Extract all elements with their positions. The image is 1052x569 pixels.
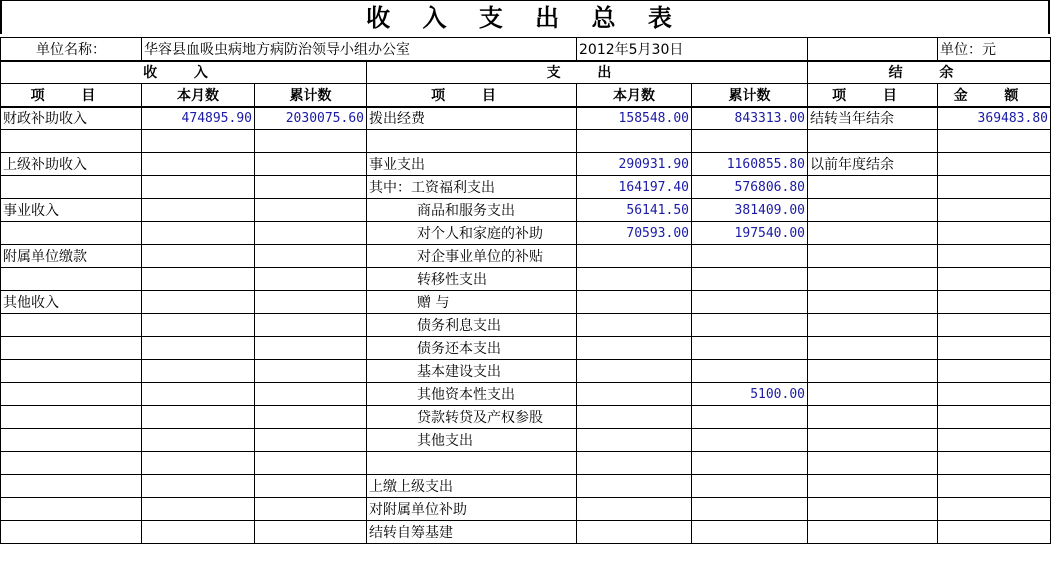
balance-amount-cell[interactable]: 369483.80 [938, 107, 1051, 130]
expense-item-cell[interactable]: 债务还本支出 [367, 337, 577, 360]
unit-label[interactable]: 单位名称： [1, 38, 142, 61]
expense-item-cell[interactable]: 事业支出 [367, 153, 577, 176]
expense-month-cell[interactable] [577, 475, 692, 498]
income-item-cell[interactable]: 事业收入 [1, 199, 142, 222]
income-total-cell[interactable] [255, 383, 367, 406]
section-income[interactable]: 收 入 [1, 61, 367, 84]
balance-amount-cell[interactable] [938, 452, 1051, 475]
income-total-cell[interactable]: 2030075.60 [255, 107, 367, 130]
expense-month-cell[interactable] [577, 429, 692, 452]
balance-item-cell[interactable] [808, 199, 938, 222]
table-row [1, 314, 1051, 337]
income-month-cell[interactable] [142, 429, 255, 452]
income-month-cell[interactable] [142, 475, 255, 498]
balance-item-cell[interactable] [808, 360, 938, 383]
expense-item-cell[interactable]: 对附属单位补助 [367, 498, 577, 521]
expense-item-cell[interactable]: 债务利息支出 [367, 314, 577, 337]
balance-item-cell[interactable] [808, 452, 938, 475]
expense-total-cell[interactable]: 5100.00 [692, 383, 808, 406]
balance-amount-cell[interactable] [938, 383, 1051, 406]
header-balance-amount[interactable]: 金 额 [938, 84, 1051, 107]
income-month-cell[interactable] [142, 222, 255, 245]
table-row [1, 199, 1051, 222]
header-income-total[interactable]: 累计数 [255, 84, 367, 107]
expense-item-cell[interactable]: 转移性支出 [367, 268, 577, 291]
expense-total-cell[interactable]: 576806.80 [692, 176, 808, 199]
income-total-cell[interactable] [255, 176, 367, 199]
header-balance-item[interactable]: 项 目 [808, 84, 938, 107]
income-month-cell[interactable] [142, 406, 255, 429]
expense-total-cell[interactable] [692, 452, 808, 475]
income-item-cell[interactable] [1, 268, 142, 291]
income-total-cell[interactable] [255, 291, 367, 314]
expense-month-cell[interactable]: 56141.50 [577, 199, 692, 222]
expense-total-cell[interactable] [692, 337, 808, 360]
balance-amount-cell[interactable] [938, 176, 1051, 199]
expense-month-cell[interactable] [577, 521, 692, 544]
expense-month-cell[interactable]: 70593.00 [577, 222, 692, 245]
header-expense-month[interactable]: 本月数 [577, 84, 692, 107]
income-month-cell[interactable]: 474895.90 [142, 107, 255, 130]
income-total-cell[interactable] [255, 268, 367, 291]
expense-month-cell[interactable] [577, 245, 692, 268]
income-month-cell[interactable] [142, 383, 255, 406]
table-row [1, 498, 1051, 521]
income-item-cell[interactable] [1, 176, 142, 199]
income-month-cell[interactable] [142, 498, 255, 521]
table-row [1, 176, 1051, 199]
income-month-cell[interactable] [142, 199, 255, 222]
expense-month-cell[interactable] [577, 452, 692, 475]
income-item-cell[interactable]: 附属单位缴款 [1, 245, 142, 268]
expense-month-cell[interactable]: 158548.00 [577, 107, 692, 130]
balance-item-cell[interactable] [808, 245, 938, 268]
section-balance[interactable]: 结 余 [808, 61, 1051, 84]
balance-amount-cell[interactable] [938, 314, 1051, 337]
info-row [1, 38, 1051, 61]
expense-month-cell[interactable] [577, 337, 692, 360]
balance-amount-cell[interactable] [938, 429, 1051, 452]
income-total-cell[interactable] [255, 130, 367, 153]
balance-item-cell[interactable] [808, 475, 938, 498]
summary-table [0, 37, 1051, 544]
expense-total-cell[interactable]: 197540.00 [692, 222, 808, 245]
income-item-cell[interactable]: 其他收入 [1, 291, 142, 314]
balance-amount-cell[interactable] [938, 245, 1051, 268]
balance-item-cell[interactable]: 以前年度结余 [808, 153, 938, 176]
table-row [1, 429, 1051, 452]
section-row [1, 61, 1051, 84]
income-item-cell[interactable] [1, 429, 142, 452]
income-total-cell[interactable] [255, 475, 367, 498]
expense-total-cell[interactable]: 1160855.80 [692, 153, 808, 176]
balance-amount-cell[interactable] [938, 199, 1051, 222]
income-item-cell[interactable] [1, 521, 142, 544]
expense-total-cell[interactable] [692, 406, 808, 429]
expense-month-cell[interactable] [577, 268, 692, 291]
expense-total-cell[interactable] [692, 521, 808, 544]
balance-amount-cell[interactable] [938, 498, 1051, 521]
income-item-cell[interactable] [1, 475, 142, 498]
income-total-cell[interactable] [255, 406, 367, 429]
expense-month-cell[interactable] [577, 360, 692, 383]
expense-item-cell[interactable]: 贷款转贷及产权参股 [367, 406, 577, 429]
table-row [1, 521, 1051, 544]
header-income-item[interactable]: 项 目 [1, 84, 142, 107]
table-row [1, 153, 1051, 176]
income-item-cell[interactable] [1, 337, 142, 360]
balance-item-cell[interactable] [808, 521, 938, 544]
table-row [1, 130, 1051, 153]
expense-month-cell[interactable] [577, 383, 692, 406]
header-income-month[interactable]: 本月数 [142, 84, 255, 107]
income-month-cell[interactable] [142, 153, 255, 176]
balance-item-cell[interactable] [808, 176, 938, 199]
expense-month-cell[interactable] [577, 406, 692, 429]
unit-name[interactable]: 华容县血吸虫病地方病防治领导小组办公室 [142, 38, 577, 61]
income-total-cell[interactable] [255, 314, 367, 337]
expense-total-cell[interactable] [692, 130, 808, 153]
report-title: 收 入 支 出 总 表 [0, 0, 1050, 34]
expense-item-cell[interactable]: 对企事业单位的补贴 [367, 245, 577, 268]
income-total-cell[interactable] [255, 337, 367, 360]
header-row [1, 84, 1051, 107]
expense-total-cell[interactable] [692, 314, 808, 337]
header-expense-item[interactable]: 项 目 [367, 84, 577, 107]
balance-amount-cell[interactable] [938, 222, 1051, 245]
expense-total-cell[interactable] [692, 291, 808, 314]
report-date[interactable]: 2012年5月30日 [577, 38, 808, 61]
income-item-cell[interactable] [1, 360, 142, 383]
income-month-cell[interactable] [142, 337, 255, 360]
income-item-cell[interactable] [1, 406, 142, 429]
income-total-cell[interactable] [255, 452, 367, 475]
income-total-cell[interactable] [255, 222, 367, 245]
balance-amount-cell[interactable] [938, 130, 1051, 153]
balance-item-cell[interactable] [808, 291, 938, 314]
balance-amount-cell[interactable] [938, 521, 1051, 544]
income-total-cell[interactable] [255, 245, 367, 268]
balance-item-cell[interactable] [808, 268, 938, 291]
expense-item-cell[interactable]: 拨出经费 [367, 107, 577, 130]
expense-item-cell[interactable]: 其中：工资福利支出 [367, 176, 577, 199]
expense-item-cell[interactable]: 对个人和家庭的补助 [367, 222, 577, 245]
section-expense[interactable]: 支 出 [367, 61, 808, 84]
income-month-cell[interactable] [142, 360, 255, 383]
table-row [1, 337, 1051, 360]
income-total-cell[interactable] [255, 429, 367, 452]
table-row [1, 291, 1051, 314]
expense-item-cell[interactable]: 其他支出 [367, 429, 577, 452]
expense-month-cell[interactable]: 290931.90 [577, 153, 692, 176]
expense-month-cell[interactable]: 164197.40 [577, 176, 692, 199]
expense-total-cell[interactable]: 843313.00 [692, 107, 808, 130]
balance-item-cell[interactable] [808, 130, 938, 153]
expense-item-cell[interactable]: 上缴上级支出 [367, 475, 577, 498]
income-month-cell[interactable] [142, 452, 255, 475]
expense-month-cell[interactable] [577, 291, 692, 314]
expense-item-cell[interactable]: 基本建设支出 [367, 360, 577, 383]
balance-amount-cell[interactable] [938, 475, 1051, 498]
balance-amount-cell[interactable] [938, 360, 1051, 383]
table-row [1, 406, 1051, 429]
blank-cell[interactable] [808, 38, 938, 61]
income-month-cell[interactable] [142, 245, 255, 268]
income-item-cell[interactable] [1, 452, 142, 475]
table-row [1, 475, 1051, 498]
expense-month-cell[interactable] [577, 498, 692, 521]
income-item-cell[interactable] [1, 498, 142, 521]
income-total-cell[interactable] [255, 521, 367, 544]
balance-item-cell[interactable]: 结转当年结余 [808, 107, 938, 130]
balance-amount-cell[interactable] [938, 153, 1051, 176]
income-total-cell[interactable] [255, 498, 367, 521]
balance-amount-cell[interactable] [938, 268, 1051, 291]
income-total-cell[interactable] [255, 360, 367, 383]
currency-unit[interactable]: 单位：元 [938, 38, 1051, 61]
expense-total-cell[interactable] [692, 498, 808, 521]
income-month-cell[interactable] [142, 291, 255, 314]
expense-item-cell[interactable]: 商品和服务支出 [367, 199, 577, 222]
income-month-cell[interactable] [142, 521, 255, 544]
expense-month-cell[interactable] [577, 314, 692, 337]
table-row [1, 222, 1051, 245]
income-item-cell[interactable]: 上级补助收入 [1, 153, 142, 176]
expense-item-cell[interactable]: 其他资本性支出 [367, 383, 577, 406]
balance-amount-cell[interactable] [938, 406, 1051, 429]
expense-total-cell[interactable] [692, 475, 808, 498]
balance-amount-cell[interactable] [938, 337, 1051, 360]
table-row [1, 360, 1051, 383]
expense-total-cell[interactable] [692, 268, 808, 291]
balance-item-cell[interactable] [808, 222, 938, 245]
balance-item-cell[interactable] [808, 498, 938, 521]
table-row [1, 452, 1051, 475]
income-month-cell[interactable] [142, 130, 255, 153]
balance-item-cell[interactable] [808, 383, 938, 406]
expense-month-cell[interactable] [577, 130, 692, 153]
income-item-cell[interactable] [1, 383, 142, 406]
table-row [1, 245, 1051, 268]
income-item-cell[interactable]: 财政补助收入 [1, 107, 142, 130]
balance-amount-cell[interactable] [938, 291, 1051, 314]
expense-item-cell[interactable]: 赠 与 [367, 291, 577, 314]
expense-item-cell[interactable] [367, 130, 577, 153]
expense-item-cell[interactable] [367, 452, 577, 475]
table-row [1, 268, 1051, 291]
balance-item-cell[interactable] [808, 429, 938, 452]
expense-total-cell[interactable] [692, 429, 808, 452]
expense-total-cell[interactable] [692, 245, 808, 268]
balance-item-cell[interactable] [808, 406, 938, 429]
header-expense-total[interactable]: 累计数 [692, 84, 808, 107]
expense-total-cell[interactable]: 381409.00 [692, 199, 808, 222]
income-item-cell[interactable] [1, 314, 142, 337]
balance-item-cell[interactable] [808, 314, 938, 337]
balance-item-cell[interactable] [808, 337, 938, 360]
income-item-cell[interactable] [1, 130, 142, 153]
income-month-cell[interactable] [142, 314, 255, 337]
table-row [1, 107, 1051, 130]
expense-item-cell[interactable]: 结转自筹基建 [367, 521, 577, 544]
income-item-cell[interactable] [1, 222, 142, 245]
income-month-cell[interactable] [142, 176, 255, 199]
income-total-cell[interactable] [255, 199, 367, 222]
expense-total-cell[interactable] [692, 360, 808, 383]
income-month-cell[interactable] [142, 268, 255, 291]
income-total-cell[interactable] [255, 153, 367, 176]
table-row [1, 383, 1051, 406]
